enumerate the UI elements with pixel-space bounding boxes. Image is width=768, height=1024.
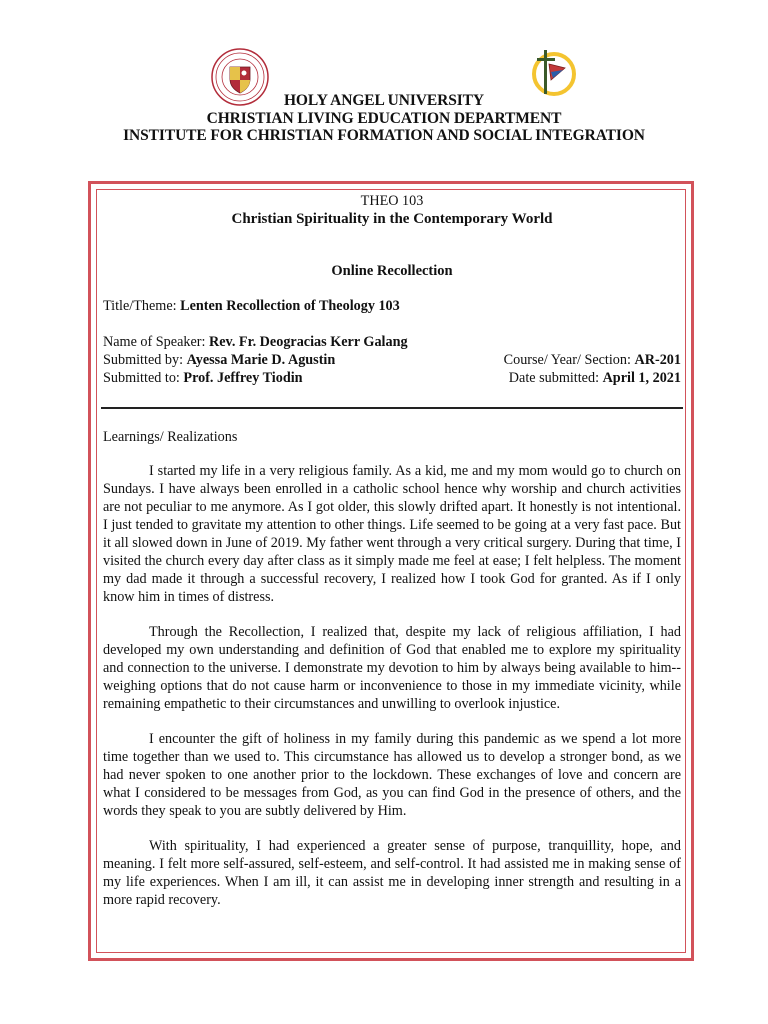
submitted-by-label: Submitted by: (103, 352, 184, 368)
theme-line (103, 297, 681, 315)
section-label: Course/ Year/ Section: (503, 352, 631, 368)
section-divider (101, 407, 683, 409)
course-title: Christian Spirituality in the Contemporary World (231, 211, 553, 227)
theme-label: Title/Theme: (103, 298, 177, 314)
activity-title: Online Recollection (331, 263, 453, 279)
speaker-label: Name of Speaker: (103, 334, 206, 350)
course-code: THEO 103 (360, 193, 424, 209)
learnings-paragraph: With spirituality, I had experienced a greater sense of purpose, tranquillity, hope, and meaning. I felt more self-assured, self-esteem, and self-control. It had assisted me in making sense of my life experiences. When I am ill, it can assist me in developing inner strength and resulting in a more rapid recovery. (103, 838, 681, 908)
learnings-paragraph: I started my life in a very religious family. As a kid, me and my mom would go to church on Sundays. I have always been enrolled in a catholic school hence why worship and church activities are not peculiar to me anymore. As I got older, this slowly drifted apart. It honestly is not intentional. I just tended to gravitate my attention to other things. Life seemed to be going at a very fast pace. But it all slowed down in June of 2019. My father went through a very critical surgery. During that time, I visited the church every day after class as it simply made me feel at ease; I felt helpless. The moment my dad made it through a successful recovery, I realized how I took God for granted. As if I only know him in times of distress. (103, 463, 681, 605)
submitted-by-row (103, 351, 681, 369)
submitted-to-value: Prof. Jeffrey Tiodin (183, 370, 303, 386)
date-label: Date submitted: (508, 370, 600, 386)
theme-value: Lenten Recollection of Theology 103 (180, 298, 400, 314)
cross-flag-emblem-icon (529, 46, 579, 98)
submitted-to-row (103, 369, 681, 387)
section-value: AR-201 (634, 352, 681, 368)
speaker-value: Rev. Fr. Deogracias Kerr Galang (208, 334, 408, 350)
learnings-paragraph: Through the Recollection, I realized that, despite my lack of religious affiliation, I had developed my own understanding and definition of God that enabled me to explore my spirituality and connection to the universe. I demonstrate my devotion to him by always being available to him--weighing options that do not cause harm or inconvenience to those in my immediate vicinity, while remaining empathetic to their circumstances and unwilling to overlook injustice. (103, 624, 681, 712)
institute-name: INSTITUTE FOR CHRISTIAN FORMATION AND SOCIAL INTEGRATION (123, 127, 645, 144)
learnings-heading: Learnings/ Realizations (103, 429, 238, 445)
date-value: April 1, 2021 (602, 370, 681, 386)
learnings-paragraph: I encounter the gift of holiness in my family during this pandemic as we spend a lot more time together than we used to. This circumstance has allowed us to develop a stronger bond, as we had never spoken to one another prior to the lockdown. These exchanges of love and concern are what I considered to be messages from God, as you can find God in the presence of others, and the words they speak to you are subtly delivered by Him. (103, 731, 681, 819)
university-name: HOLY ANGEL UNIVERSITY (283, 92, 485, 109)
course-info (103, 190, 681, 387)
department-name: CHRISTIAN LIVING EDUCATION DEPARTMENT (206, 109, 562, 127)
document-header (0, 92, 768, 145)
learnings-section (103, 428, 681, 926)
speaker-line (103, 333, 681, 351)
submitted-by-value: Ayessa Marie D. Agustin (186, 352, 336, 368)
submitted-to-label: Submitted to: (103, 370, 180, 386)
